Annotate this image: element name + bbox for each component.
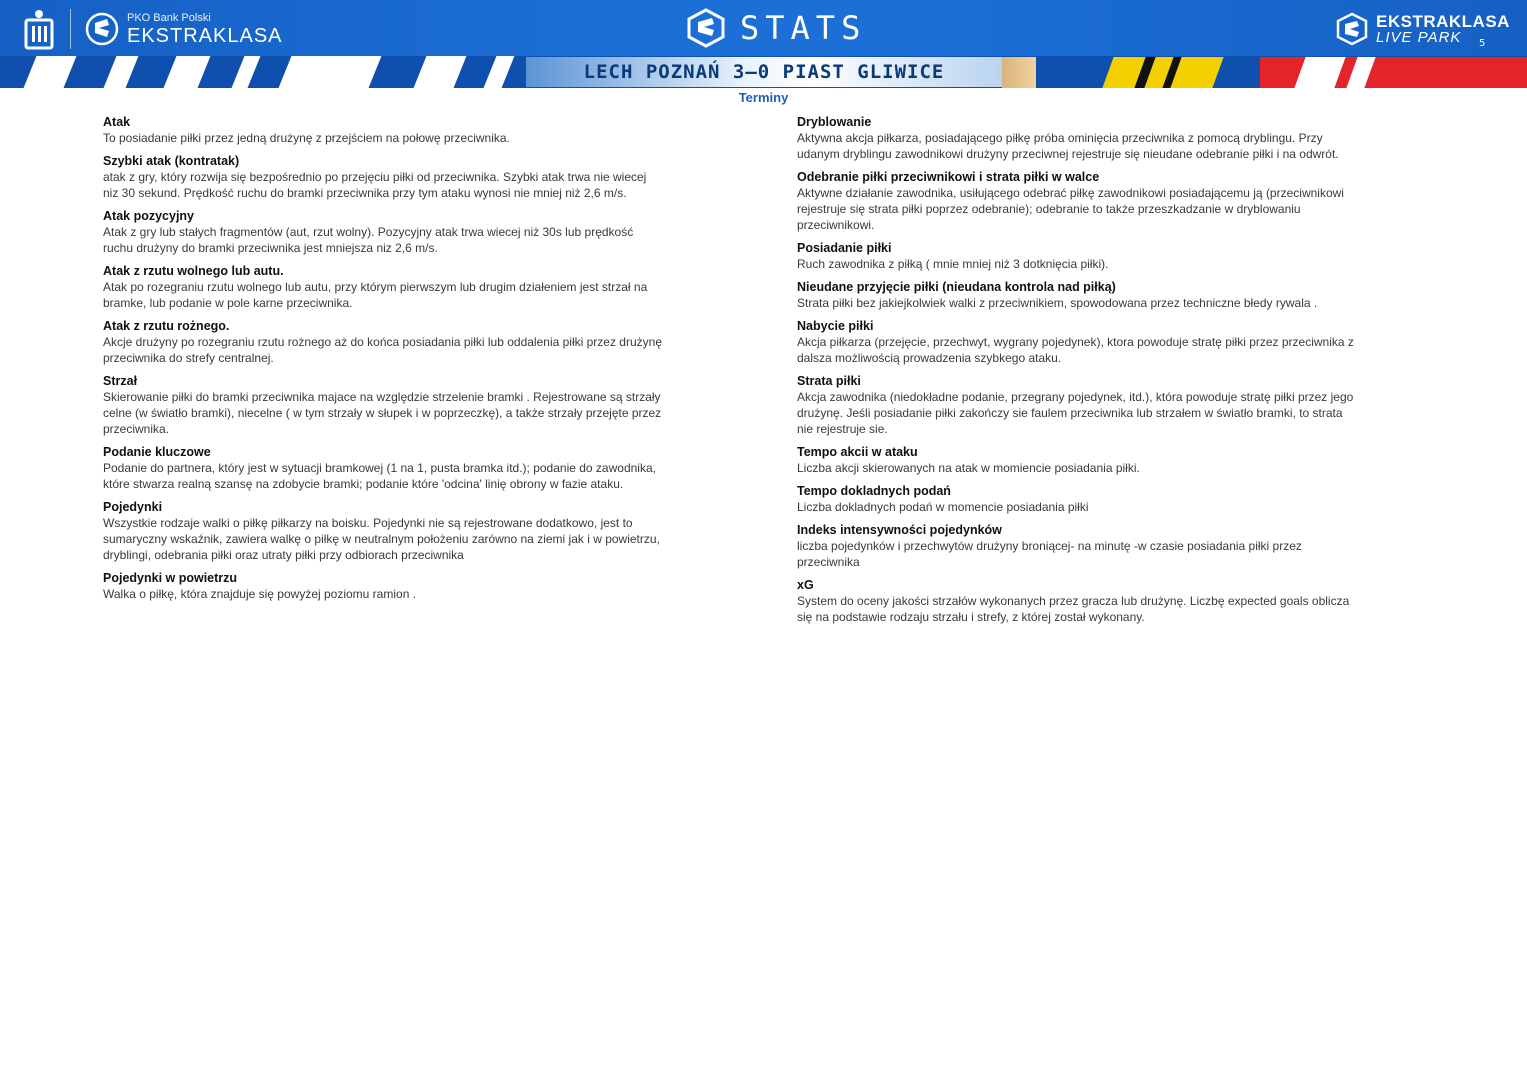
term-description: Strata piłki bez jakiejkolwiek walki z przeciwnikiem, spowodowana przez techniczne błedy rywala . [797, 296, 1318, 310]
pko-bank-logo-icon [22, 8, 56, 50]
term-name: xG [797, 578, 814, 592]
term-description: Akcje drużyny po rozegraniu rzutu rożnego aż do końca posiadania piłki lub oddalenia piłki przez drużynę przeciwnika do strefy centralnej. [103, 335, 662, 365]
league-label: EKSTRAKLASA [127, 24, 283, 47]
term-description: Akcja piłkarza (przejęcie, przechwyt, wygrany pojedynek), ktora powoduje stratę piłki przez przeciwnika z dalsza możliwością prowadzenia szybkego ataku. [797, 335, 1354, 365]
match-bar [526, 57, 1002, 87]
bank-label: PKO Bank Polski [127, 11, 211, 24]
term-name: Strata piłki [797, 374, 861, 388]
term-entry [797, 373, 1437, 437]
term-name: Podanie kluczowe [103, 445, 211, 459]
left-terms-column [103, 114, 743, 609]
term-description: Podanie do partnera, który jest w sytuacji bramkowej (1 na 1, pusta bramka itd.); podanie do zawodnika, które stwarza realną szansę na zdobycie bramki; podanie które 'odcina' linię obrony w fazie ataku. [103, 461, 656, 491]
term-name: Tempo akcii w ataku [797, 445, 918, 459]
term-name: Atak pozycyjny [103, 209, 195, 223]
term-entry [103, 263, 743, 311]
term-description: Wszystkie rodzaje walki o piłkę piłkarzy na boisku. Pojedynki nie są rejestrowane dodatkowo, jest to sumaryczny wskaźnik, zawiera walkę o piłkę w neutralnym położeniu zarówno na ziemi jak i w powietrzu, dryblingi, odebrania piłki oraz utraty piłki przy odbiorach przeciwnika [103, 516, 660, 562]
term-name: Pojedynki [103, 500, 163, 514]
right-terms-column [797, 114, 1437, 632]
term-description: Aktywna akcja piłkarza, posiadającego piłkę próba ominięcia przeciwnika z pomocą dryblingu. Przy udanym dryblingu zawodnikowi drużyny przeciwnej rejestruje się nieudane odebranie piłki i na odwrót. [797, 131, 1339, 161]
term-entry [103, 499, 743, 563]
term-entry [797, 483, 1437, 515]
term-entry [103, 208, 743, 256]
term-entry [103, 318, 743, 366]
stats-logo-icon [686, 8, 726, 48]
stats-title [686, 8, 866, 48]
term-entry [797, 318, 1437, 366]
term-entry [103, 570, 743, 602]
term-name: Strzał [103, 374, 138, 388]
ekstraklasa-mark-icon [85, 11, 119, 47]
term-name: Nabycie piłki [797, 319, 874, 333]
page-number: 5 [1479, 38, 1486, 49]
term-description: To posiadanie piłki przez jedną drużynę z przejściem na połowę przeciwnika. [103, 131, 510, 145]
term-entry [103, 153, 743, 201]
term-entry [797, 444, 1437, 476]
term-entry [797, 577, 1437, 625]
term-name: Dryblowanie [797, 115, 872, 129]
term-entry [797, 169, 1437, 233]
term-entry [103, 114, 743, 146]
term-description: Ruch zawodnika z piłką ( mnie mniej niż 3 dotknięcia piłki). [797, 257, 1109, 271]
term-description: Aktywne działanie zawodnika, usiłującego odebrać piłkę zawodnikowi posiadającemu ją (przeciwnikowi rejestruje się strata piłki poprzez odebranie); odebranie to także przeszkadzanie w dryblowaniu przeciwnikowi. [797, 186, 1344, 232]
section-title: Terminy [738, 90, 789, 105]
term-description: Liczba akcji skierowanych na atak w momiencie posiadania piłki. [797, 461, 1140, 475]
term-description: liczba pojedynków i przechwytów drużyny broniącej- na minutę -w czasie posiadania piłki przez przeciwnika [797, 539, 1302, 569]
header-banner [0, 0, 1527, 88]
gold-accent [1002, 57, 1036, 88]
term-description: Walka o piłkę, która znajduje się powyżej poziomu ramion . [103, 587, 417, 601]
term-name: Atak z rzutu rożnego. [103, 319, 230, 333]
term-name: Atak [103, 115, 131, 129]
league-wordmark [127, 13, 283, 46]
term-name: Atak z rzutu wolnego lub autu. [103, 264, 284, 278]
term-name: Indeks intensywności pojedynków [797, 523, 1002, 537]
brand-line1: EKSTRAKLASA [1376, 12, 1510, 31]
term-name: Tempo dokladnych podań [797, 484, 951, 498]
term-entry [797, 114, 1437, 162]
term-description: atak z gry, który rozwija się bezpośrednio po przejęciu piłki od przeciwnika. Szybki atak trwa nie wiecej niz 30 sekund. Prędkość ruchu do bramki przeciwnika przy tym ataku wynosi nie mniej niż 2,6 m/s. [103, 170, 647, 200]
term-entry [797, 279, 1437, 311]
term-name: Pojedynki w powietrzu [103, 571, 238, 585]
term-name: Nieudane przyjęcie piłki (nieudana kontrola nad piłką) [797, 280, 1116, 294]
brand-line2: LIVE PARK [1376, 29, 1462, 46]
league-logos [22, 6, 283, 52]
term-description: Atak po rozegraniu rzutu wolnego lub autu, przy którym pierwszym lub drugim działeniem jest strzał na bramke, lub podanie w pole karne przeciwnika. [103, 280, 648, 310]
term-entry [103, 444, 743, 492]
term-name: Odebranie piłki przeciwnikowi i strata piłki w walce [797, 170, 1100, 184]
match-title: LECH POZNAŃ 3–0 PIAST GLIWICE [583, 61, 945, 83]
term-description: Akcja zawodnika (niedokładne podanie, przegrany pojedynek, itd.), która powoduje stratę piłki przez jego drużynę. Jeśli posiadanie piłki zakończy sie faulem przeciwnika lub strzałem w światło bramki, to strata nie rejestruje sie. [797, 390, 1354, 436]
term-name: Posiadanie piłki [797, 241, 892, 255]
term-name: Szybki atak (kontratak) [103, 154, 240, 168]
term-description: System do oceny jakości strzałów wykonanych przez gracza lub drużynę. Liczbę expected goals oblicza się na podstawie rodzaju strzału i strefy, z której został wykonany. [797, 594, 1350, 624]
term-description: Liczba dokladnych podań w momencie posiadania piłki [797, 500, 1089, 514]
term-entry [103, 373, 743, 437]
logo-divider [70, 9, 71, 49]
stats-label: STATS [740, 9, 867, 47]
term-description: Skierowanie piłki do bramki przeciwnika majace na względzie strzelenie bramki . Rejestrowane są strzały celne (w światło bramki), niecelne ( w tym strzały w słupek i w poprzeczkę), a także strzały przejęte przez przeciwnika. [103, 390, 662, 436]
term-entry [797, 522, 1437, 570]
term-entry [797, 240, 1437, 272]
ekstraklasa-live-park-icon [1336, 12, 1368, 46]
term-description: Atak z gry lub stałych fragmentów (aut, rzut wolny). Pozycyjny atak trwa wiecej niż 30s lub prędkość ruchu drużyny do bramki przeciwnika jest mniejsza niz 2,6 m/s. [103, 225, 634, 255]
